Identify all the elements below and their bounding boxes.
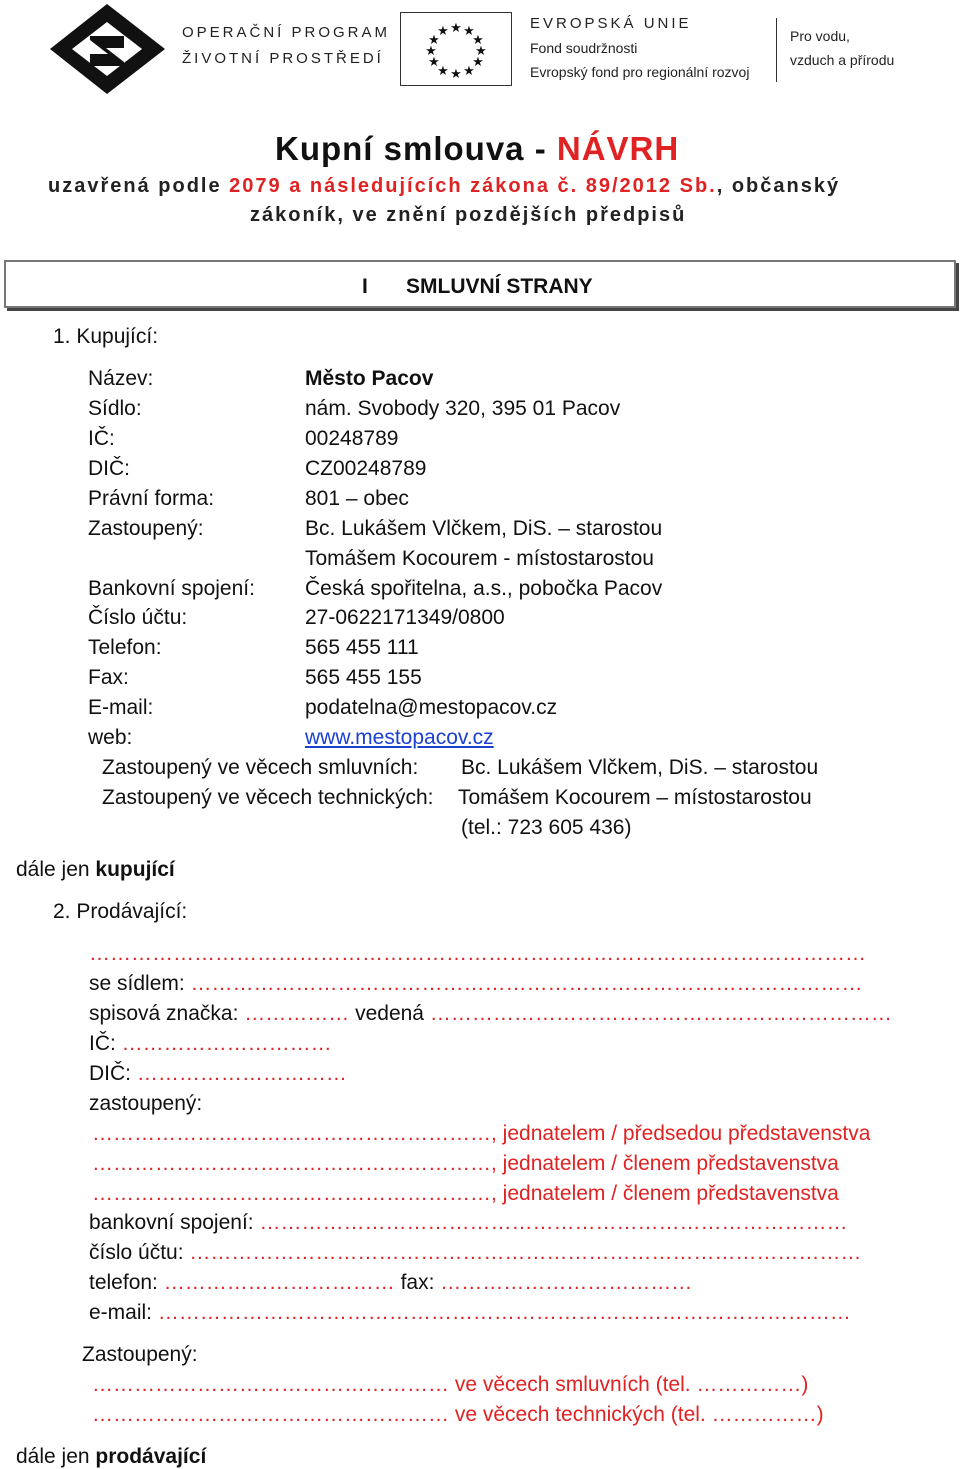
seller-name-field[interactable]: ………………………………………………………………………………………………… (89, 942, 866, 965)
buyer-value: 801 – obec (305, 487, 409, 510)
buyer-label: Telefon: (88, 636, 162, 659)
buyer-label: Sídlo: (88, 397, 142, 420)
buyer-label: Číslo účtu: (88, 606, 188, 629)
svg-text:★: ★ (425, 44, 437, 59)
fax-field[interactable]: ……………………………… (440, 1271, 693, 1294)
rep-tech-text: ve věcech technických (tel. ……………) (449, 1403, 824, 1426)
buyer-value: Tomášem Kocourem - místostarostou (305, 547, 654, 570)
footer-prefix: dále jen (16, 858, 96, 881)
title-draft: NÁVRH (556, 130, 680, 167)
seller-account-row (89, 1241, 941, 1265)
seller-rep-label: zastoupený: (89, 1092, 203, 1115)
buyer-value: 27-0622171349/0800 (305, 606, 505, 629)
section-title: SMLUVNÍ STRANY (406, 275, 593, 298)
seller-rep-row (92, 1122, 870, 1146)
op-zp-logo-icon (50, 4, 165, 94)
email-label: e-mail: (89, 1301, 158, 1324)
svg-text:★: ★ (428, 55, 440, 70)
op-line1: OPERAČNÍ PROGRAM (182, 24, 391, 41)
document-title (275, 130, 679, 168)
buyer-value: CZ00248789 (305, 457, 427, 480)
seller-ic-row (89, 1032, 332, 1056)
phone-field[interactable]: …………………………… (163, 1271, 395, 1294)
kept-field[interactable]: ………………………………………………………… (429, 1002, 892, 1025)
buyer-value: 565 455 111 (305, 636, 419, 659)
dic-field[interactable]: ………………………… (136, 1062, 347, 1085)
buyer-label: Bankovní spojení: (88, 577, 255, 600)
buyer-value: 00248789 (305, 427, 399, 450)
svg-text:★: ★ (463, 64, 475, 79)
buyer-email: podatelna@mestopacov.cz (305, 696, 558, 719)
subtitle-line1 (48, 175, 840, 198)
seller-represented-label: Zastoupený: (82, 1343, 198, 1366)
subtitle-part-c: , občanský (716, 175, 841, 197)
svg-text:★: ★ (437, 24, 449, 39)
account-field[interactable]: …………………………………………………………………………………… (189, 1241, 862, 1264)
rep-tech-label: Zastoupený ve věcech technických: (102, 786, 434, 809)
rep-tech-phone: (tel.: 723 605 436) (461, 816, 632, 839)
file-label: spisová značka: (89, 1002, 245, 1025)
file-field[interactable]: …………… (244, 1002, 350, 1025)
seller-bank-row (89, 1211, 941, 1235)
buyer-label: Právní forma: (88, 487, 215, 510)
kept-label: vedená (349, 1002, 430, 1025)
footer-name: kupující (95, 858, 175, 881)
seller-footer (16, 1445, 206, 1469)
svg-text:★: ★ (472, 55, 484, 70)
seller-dic-row (89, 1062, 347, 1086)
rep-tech-value: Tomášem Kocourem – místostarostou (458, 786, 812, 809)
seller-rep-tech-row (92, 1403, 824, 1427)
rep-contract-value: Bc. Lukášem Vlčkem, DiS. – starostou (461, 756, 819, 779)
ic-label: IČ: (89, 1032, 122, 1055)
buyer-label: Zastoupený: (88, 517, 204, 540)
svg-text:★: ★ (472, 33, 484, 48)
eu-line3: Evropský fond pro regionální rozvoj (530, 64, 750, 80)
buyer-label: E-mail: (88, 696, 154, 719)
footer-name: prodávající (95, 1445, 207, 1468)
rep-tech-field[interactable]: …………………………………………… (92, 1403, 449, 1426)
buyer-value: nám. Svobody 320, 395 01 Pacov (305, 397, 621, 420)
op-line2: ŽIVOTNÍ PROSTŘEDÍ (182, 50, 384, 67)
rep-contract-field[interactable]: …………………………………………… (92, 1373, 449, 1396)
fax-label: fax: (394, 1271, 441, 1294)
header-logos (0, 0, 960, 100)
buyer-heading: 1. Kupující: (53, 325, 159, 348)
slogan-line1: Pro vodu, (790, 28, 850, 44)
svg-text:★: ★ (428, 33, 440, 48)
seller-seat-row (89, 972, 941, 996)
svg-text:★: ★ (463, 24, 475, 39)
seller-rep-row (92, 1182, 839, 1206)
buyer-label: Název: (88, 367, 154, 390)
svg-text:★: ★ (450, 67, 462, 82)
slogan-line2: vzduch a přírodu (790, 52, 895, 68)
seller-heading: 2. Prodávající: (53, 900, 188, 923)
rep-contract-label: Zastoupený ve věcech smluvních: (102, 756, 419, 779)
title-main: Kupní smlouva - (275, 130, 557, 167)
eu-title: EVROPSKÁ UNIE (530, 15, 692, 32)
subtitle-line2: zákoník, ve znění pozdějších předpisů (250, 204, 687, 226)
subtitle-law-ref: 2079 a následujících zákona č. 89/2012 Sb. (229, 175, 717, 197)
email-field[interactable]: ……………………………………………………………………………………… (157, 1301, 851, 1324)
dic-label: DIČ: (89, 1062, 137, 1085)
buyer-label: Fax: (88, 666, 129, 689)
buyer-value: Město Pacov (305, 367, 434, 390)
rep-field[interactable]: ………………………………………………… (92, 1182, 491, 1205)
footer-prefix: dále jen (16, 1445, 96, 1468)
buyer-value: Bc. Lukášem Vlčkem, DiS. – starostou (305, 517, 663, 540)
seller-rep-contract-row (92, 1373, 808, 1397)
buyer-label: IČ: (88, 427, 115, 450)
seller-phone-row (89, 1271, 692, 1295)
buyer-footer (16, 858, 175, 882)
buyer-value: Česká spořitelna, a.s., pobočka Pacov (305, 577, 663, 600)
bank-label: bankovní spojení: (89, 1211, 260, 1234)
buyer-value: 565 455 155 (305, 666, 422, 689)
seat-label: se sídlem: (89, 972, 191, 995)
buyer-web-link[interactable]: www.mestopacov.cz (305, 726, 494, 749)
rep-role: , jednatelem / předsedou představenstva (491, 1122, 871, 1145)
rep-field[interactable]: ………………………………………………… (92, 1122, 491, 1145)
seller-file-row (89, 1002, 941, 1026)
eu-flag (400, 12, 512, 86)
seller-rep-row (92, 1152, 839, 1176)
buyer-label: web: (88, 726, 133, 749)
section-roman: I (362, 275, 368, 298)
rep-role: , jednatelem / členem představenstva (491, 1152, 839, 1175)
svg-text:★: ★ (475, 44, 487, 59)
rep-role: , jednatelem / členem představenstva (491, 1182, 839, 1205)
seat-field[interactable]: …………………………………………………………………………………… (190, 972, 863, 995)
header-divider (776, 18, 777, 82)
eu-stars-icon (401, 13, 511, 85)
rep-field[interactable]: ………………………………………………… (92, 1152, 491, 1175)
bank-field[interactable]: ………………………………………………………………………… (259, 1211, 848, 1234)
rep-contract-text: ve věcech smluvních (tel. ……………) (449, 1373, 809, 1396)
buyer-label: DIČ: (88, 457, 130, 480)
ic-field[interactable]: ………………………… (121, 1032, 332, 1055)
seller-email-row (89, 1301, 941, 1325)
eu-line2: Fond soudržnosti (530, 40, 638, 56)
phone-label: telefon: (89, 1271, 164, 1294)
account-label: číslo účtu: (89, 1241, 190, 1264)
svg-text:★: ★ (450, 21, 462, 36)
subtitle-part-a: uzavřená podle (48, 175, 230, 197)
svg-text:★: ★ (437, 64, 449, 79)
